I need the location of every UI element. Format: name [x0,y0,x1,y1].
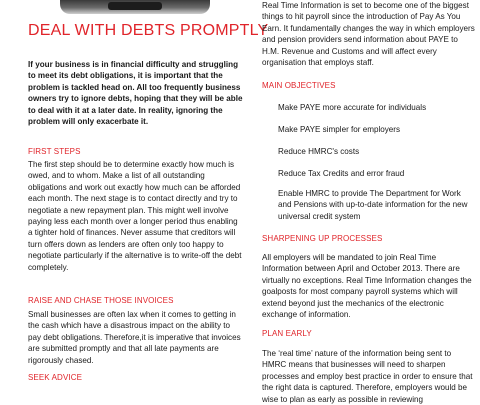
heading-sharpening: SHARPENING UP PROCESSES [262,234,383,243]
article-title: DEAL WITH DEBTS PROMPTLY [28,22,269,39]
first-steps-paragraph: The first step should be to determine exactly how much is owed, and to whom. Make a list of all outstanding obligations and work out exactly how much can be afforded each month. The next stage is to contact directly and try to negotiate a new repayment plan. This might well involve paying less each month over a longer period thus enabling a tighter hold of finances. Never assume that creditors will turn offers down as lenders are often only too happy to negotiate particularly if the alternative is to write-off the debt completely. [28,160,242,272]
sharpening-paragraph: All employers will be mandated to join Real Time Information between April and October 2013. There are virtually no exceptions. Real Time Information changes the goalposts for most company payroll systems which will extend beyond just the mechanics of the electronic exchange of information. [262,253,472,320]
intro-paragraph: If your business is in financial difficulty and struggling to meet its debt obligations, it is important that the problem is tackled head on. All too frequently business owners try to ignore debts, hoping that they will be able to deal with it at a later date. In reality, ignoring the problem will only exacerbate it. [28,60,243,127]
objective-item: Reduce HMRC's costs [278,147,360,156]
objective-item: Make PAYE simpler for employers [278,125,401,134]
objective-item: Enable HMRC to provide The Department for Work and Pensions with up-to-date information for the new universal credit system [278,189,468,221]
objective-item: Make PAYE more accurate for individuals [278,103,427,112]
heading-first-steps: FIRST STEPS [28,147,81,156]
heading-raise-chase: RAISE AND CHASE THOSE INVOICES [28,296,174,305]
rti-intro-paragraph: Real Time Information is set to become one of the biggest things to hit payroll since the introduction of Pay As You Earn. It fundamentally changes the way in which employers and pension providers send information about PAYE to H.M. Revenue and Customs and will affect every organisation that employs staff. [262,1,475,68]
heading-main-objectives: MAIN OBJECTIVES [262,81,336,90]
header-photo [60,0,210,14]
heading-seek-advice: SEEK ADVICE [28,373,83,382]
heading-plan-early: PLAN EARLY [262,329,312,338]
objective-item: Reduce Tax Credits and error fraud [278,169,405,178]
raise-chase-paragraph: Small businesses are often lax when it comes to getting in the cash which have a disastrous impact on the ability to pay debt obligations. Therefore,it is imperative that invoices are submitted promptly and that all late payments are rigorously chased. [28,310,241,365]
plan-early-paragraph: The ‘real time’ nature of the information being sent to HMRC means that businesses will need to sharpen processes and employ best practice in order to ensure that the right data is captured. Therefore, employers would be wise to plan as early as possible in reviewing [262,349,473,404]
